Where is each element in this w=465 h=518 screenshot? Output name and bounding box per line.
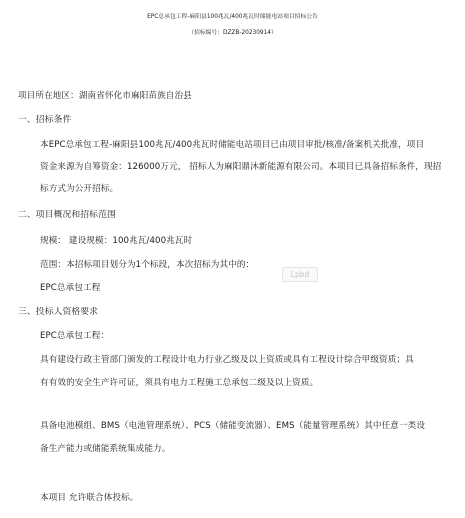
project-location: 项目所在地区：湖南省怀化市麻阳苗族自治县: [18, 91, 192, 101]
tender-conditions-line-1: 本EPC总承包工程-麻阳县100兆瓦/400兆瓦时储能电站项目已由项目审批/核准/备案机关批准，项目: [40, 140, 425, 150]
section-heading-tender-conditions: 一、招标条件: [18, 115, 72, 125]
tender-number: （招标编号：DZZB-20230914）: [188, 30, 277, 36]
project-scale: 规模： 建设规模：100兆瓦/400兆瓦时: [40, 236, 193, 246]
section-heading-project-overview: 二、项目概况和招标范围: [18, 210, 116, 220]
qualification-lot-label: EPC总承包工程：: [40, 331, 110, 341]
section-heading-bidder-qualifications: 三、投标人资格要求: [18, 307, 99, 317]
consortium-note: 本项目 允许联合体投标。: [40, 493, 139, 503]
qualification-line-2: 有有效的安全生产许可证，须具有电力工程施工总承包二级及以上资质。: [40, 378, 319, 388]
tender-conditions-line-3: 标方式为公开招标。: [40, 184, 119, 194]
page-title: EPC总承包工程-麻阳县100兆瓦/400兆瓦时储能电站项目招标公告: [147, 14, 318, 20]
qualification-line-4: 备生产能力或储能系统集成能力。: [40, 444, 171, 454]
tender-conditions-line-2: 资金来源为自筹资金：126000万元， 招标人为麻阳鼎沐新能源有限公司。本项目已具备招标条件，现招: [40, 162, 442, 172]
tender-scope: 范围：本招标项目划分为1个标段，本次招标为其中的：: [40, 260, 255, 270]
qualification-line-3: 具备电池模组、BMS（电池管理系统）、PCS（储能变流器）、EMS（能量管理系统）其中任意一类设: [40, 421, 426, 431]
qualification-line-1: 具有建设行政主管部门颁发的工程设计电力行业乙级及以上资质或具有工程设计综合甲级资质；具: [40, 355, 414, 365]
watermark-stamp: Lpbd: [282, 267, 318, 282]
tender-lot: EPC总承包工程: [40, 283, 101, 293]
